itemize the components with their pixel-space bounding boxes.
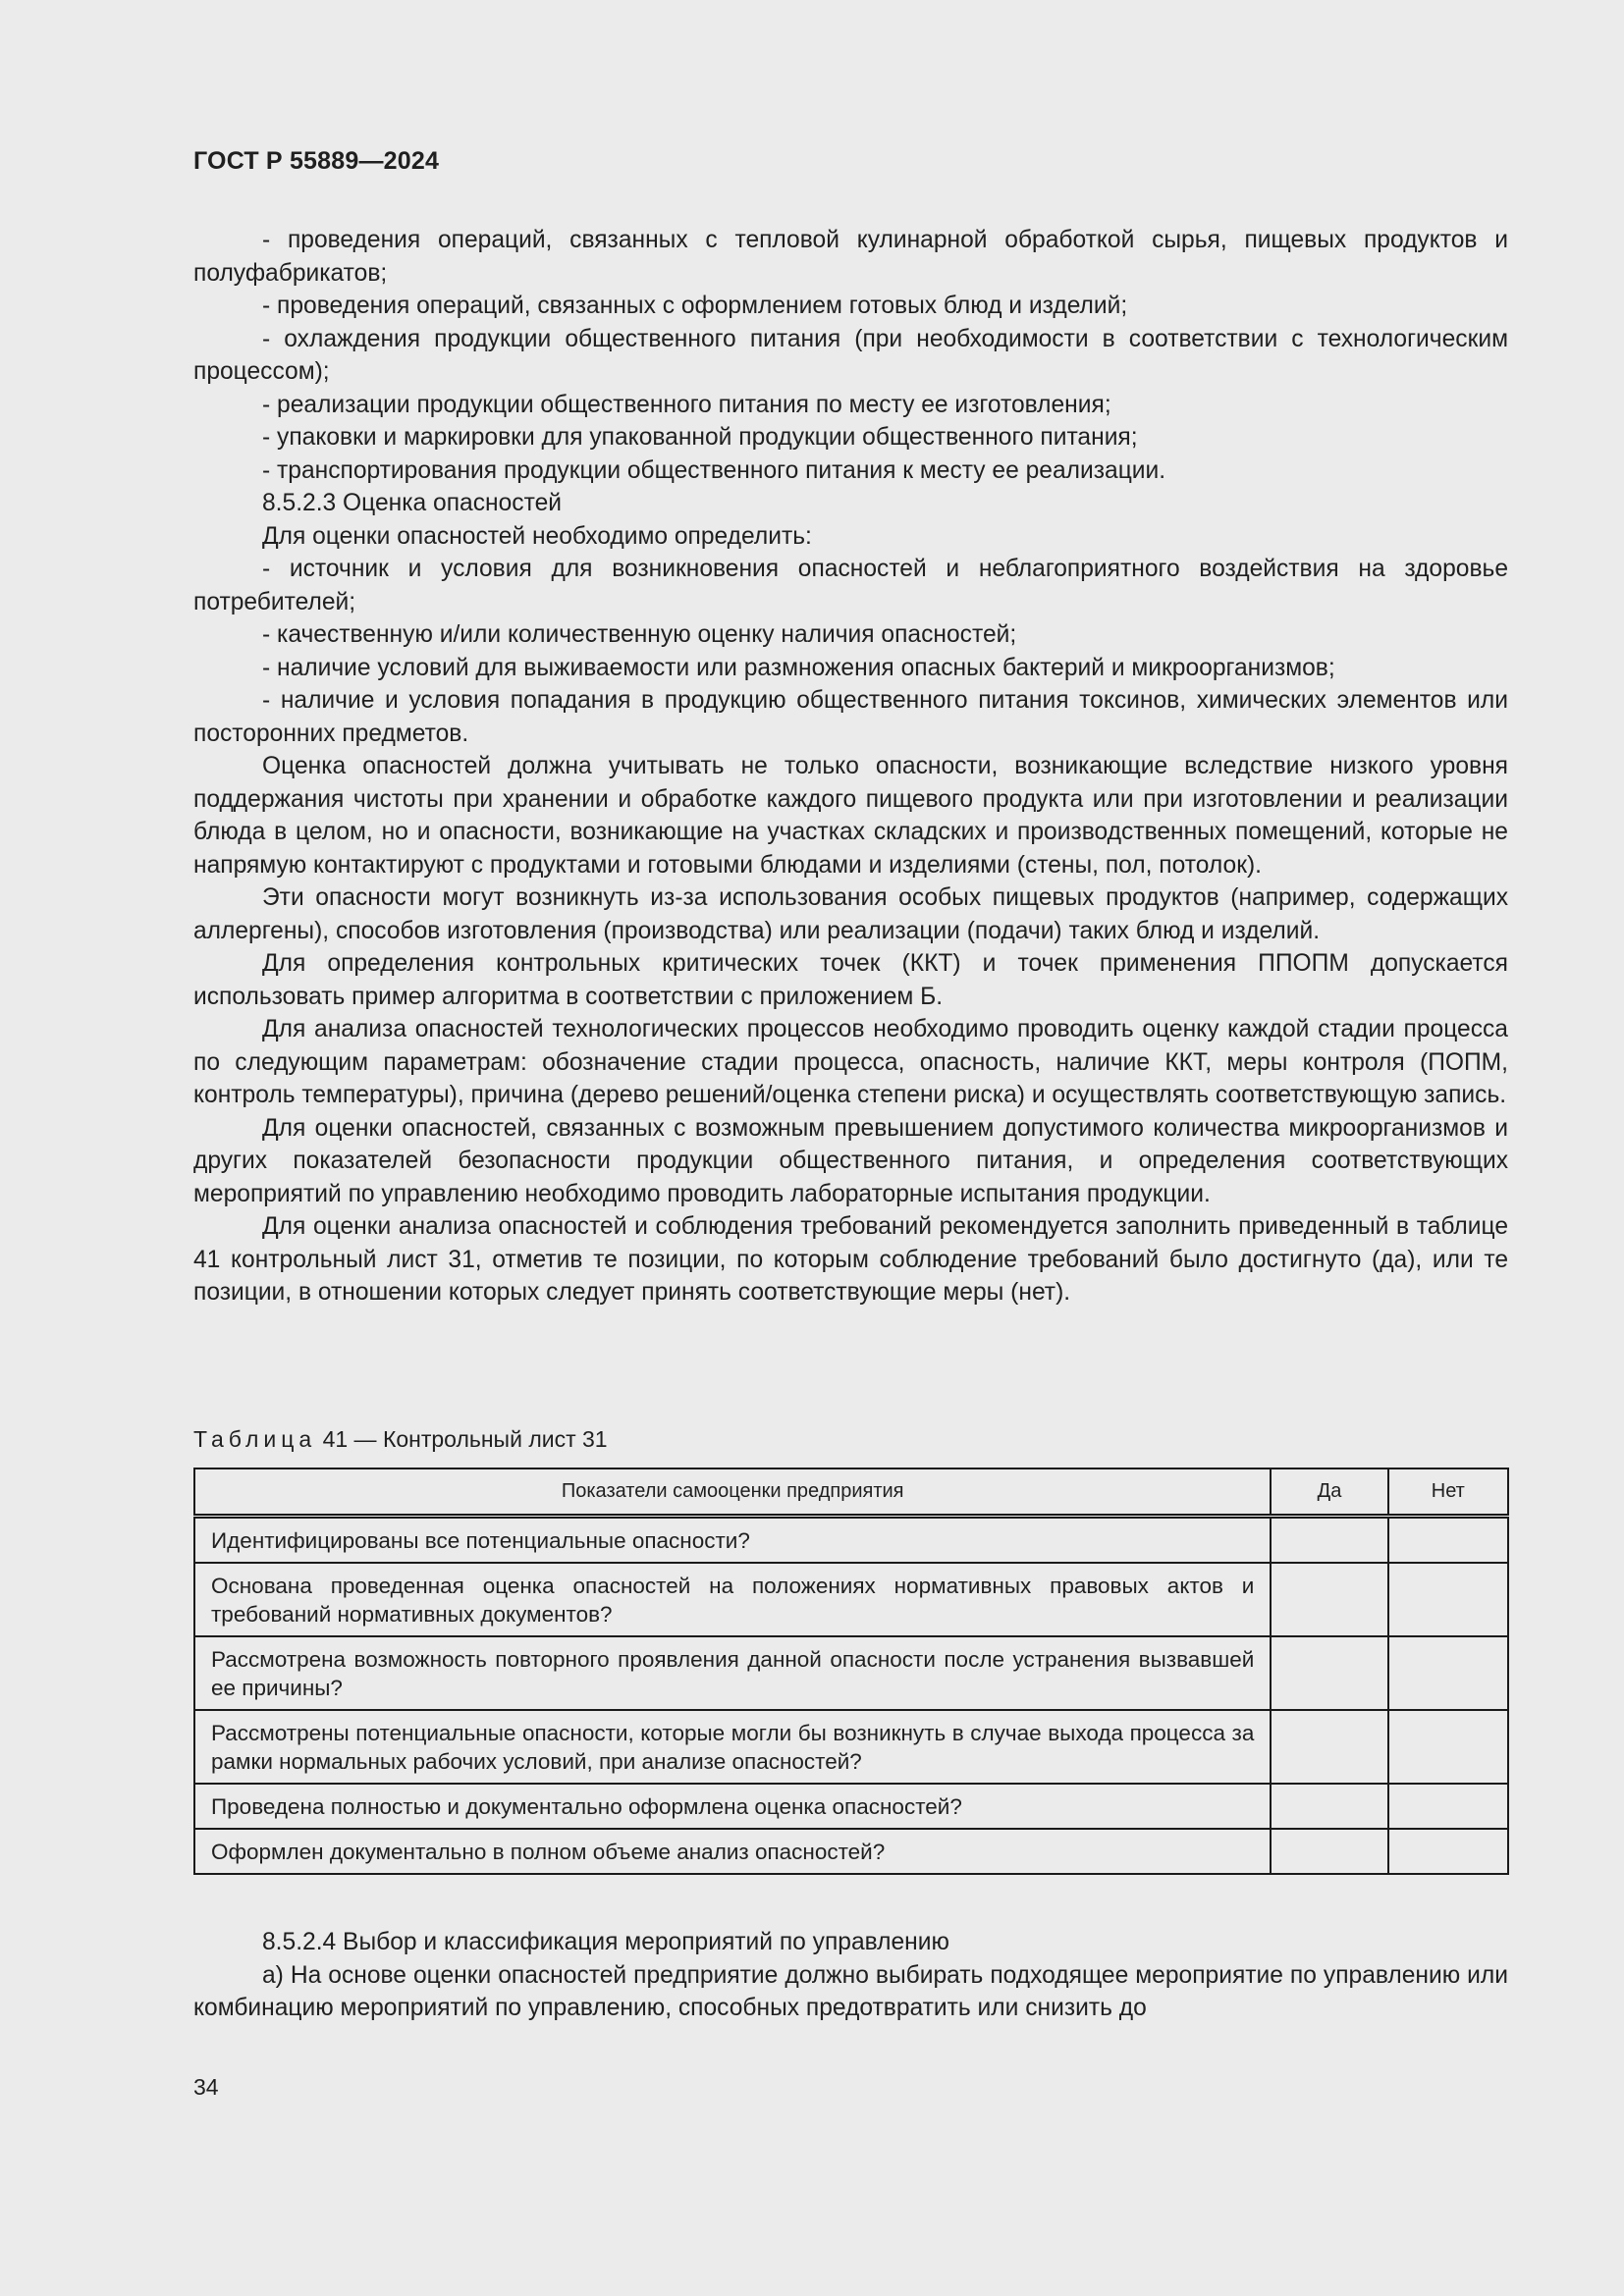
list-item: - проведения операций, связанных с оформлением готовых блюд и изделий;: [262, 293, 1128, 319]
list-item: - качественную и/или количественную оценку наличия опасностей;: [262, 621, 1017, 648]
table-row: [194, 1710, 1508, 1784]
list-item: - реализации продукции общественного питания по месту ее изготовления;: [262, 391, 1111, 418]
paragraph: Эти опасности могут возникнуть из-за использования особых пищевых продуктов (например, содержащих аллергены), способов изготовления (производства) или реализации (подачи) таких блюд и изделий.: [193, 884, 1508, 944]
question-cell: Проведена полностью и документально оформлена оценка опасностей?: [194, 1784, 1271, 1829]
no-cell[interactable]: [1388, 1563, 1508, 1636]
header-no: Нет: [1388, 1468, 1508, 1517]
list-item: - проведения операций, связанных с тепловой кулинарной обработкой сырья, пищевых продуктов и полуфабрикатов;: [193, 227, 1508, 287]
no-cell[interactable]: [1388, 1829, 1508, 1874]
paragraph: Для оценки опасностей, связанных с возможным превышением допустимого количества микроорганизмов и других показателей безопасности продукции общественного питания, и определения соответствующих мероприятий по управлению необходимо проводить лабораторные испытания продукции.: [193, 1114, 1508, 1207]
paragraph: Оценка опасностей должна учитывать не только опасности, возникающие вследствие низкого уровня поддержания чистоты при хранении и обработке каждого пищевого продукта или при изготовлении и реализации блюда в целом, но и опасности, возникающие на участках складских и производственных помещений, которые не напрямую контактируют с продуктами и готовыми блюдами и изделиями (стены, пол, потолок).: [193, 753, 1508, 879]
list-item: - наличие и условия попадания в продукцию общественного питания токсинов, химических элементов или посторонних предметов.: [193, 687, 1508, 747]
table-row: [194, 1784, 1508, 1829]
table-row: [194, 1517, 1508, 1564]
no-cell[interactable]: [1388, 1784, 1508, 1829]
checklist-table: [193, 1468, 1509, 1875]
header-yes: Да: [1271, 1468, 1387, 1517]
header-indicators: Показатели самооценки предприятия: [194, 1468, 1271, 1517]
after-table-text: [193, 1926, 1508, 2025]
question-cell: Основана проведенная оценка опасностей на положениях нормативных правовых актов и требований нормативных документов?: [194, 1563, 1271, 1636]
yes-cell[interactable]: [1271, 1517, 1387, 1564]
list-item: - источник и условия для возникновения опасностей и неблагоприятного воздействия на здоровье потребителей;: [193, 556, 1508, 615]
question-cell: Рассмотрены потенциальные опасности, которые могли бы возникнуть в случае выхода процесса за рамки нормальных рабочих условий, при анализе опасностей?: [194, 1710, 1271, 1784]
question-cell: Рассмотрена возможность повторного проявления данной опасности после устранения вызвавшей ее причины?: [194, 1636, 1271, 1710]
section-heading: 8.5.2.3 Оценка опасностей: [262, 490, 562, 516]
table-caption: [193, 1426, 608, 1453]
yes-cell[interactable]: [1271, 1829, 1387, 1874]
list-item: - упаковки и маркировки для упакованной продукции общественного питания;: [262, 424, 1138, 451]
paragraph: Для анализа опасностей технологических процессов необходимо проводить оценку каждой стадии процесса по следующим параметрам: обозначение стадии процесса, опасность, наличие ККТ, меры контроля (ПОПМ, контроль температуры), причина (дерево решений/оценка степени риска) и осуществлять соответствующую запись.: [193, 1016, 1508, 1108]
table-row: [194, 1636, 1508, 1710]
paragraph: Для определения контрольных критических точек (ККТ) и точек применения ППОПМ допускается использовать пример алгоритма в соответствии с приложением Б.: [193, 950, 1508, 1010]
list-item: - наличие условий для выживаемости или размножения опасных бактерий и микроорганизмов;: [262, 654, 1335, 681]
question-cell: Идентифицированы все потенциальные опасности?: [194, 1517, 1271, 1564]
no-cell[interactable]: [1388, 1710, 1508, 1784]
yes-cell[interactable]: [1271, 1563, 1387, 1636]
paragraph: а) На основе оценки опасностей предприятие должно выбирать подходящее мероприятие по управлению или комбинацию мероприятий по управлению, способных предотвратить или снизить до: [193, 1961, 1508, 2021]
table-caption-text: 41 — Контрольный лист 31: [322, 1426, 608, 1452]
list-item: - транспортирования продукции общественного питания к месту ее реализации.: [262, 456, 1166, 484]
list-item: - охлаждения продукции общественного питания (при необходимости в соответствии с технологическим процессом);: [193, 325, 1508, 385]
table-row: [194, 1563, 1508, 1636]
body-text: [193, 224, 1508, 1309]
yes-cell[interactable]: [1271, 1784, 1387, 1829]
document-header: ГОСТ Р 55889—2024: [193, 147, 440, 175]
question-cell: Оформлен документально в полном объеме анализ опасностей?: [194, 1829, 1271, 1874]
table-header-row: [194, 1468, 1508, 1517]
yes-cell[interactable]: [1271, 1636, 1387, 1710]
no-cell[interactable]: [1388, 1517, 1508, 1564]
table-row: [194, 1829, 1508, 1874]
paragraph: Для оценки анализа опасностей и соблюдения требований рекомендуется заполнить приведенный в таблице 41 контрольный лист 31, отметив те позиции, по которым соблюдение требований было достигнуто (да), или те позиции, в отношении которых следует принять соответствующие меры (нет).: [193, 1213, 1508, 1306]
no-cell[interactable]: [1388, 1636, 1508, 1710]
section-heading: 8.5.2.4 Выбор и классификация мероприятий по управлению: [262, 1929, 949, 1955]
yes-cell[interactable]: [1271, 1710, 1387, 1784]
paragraph: Для оценки опасностей необходимо определить:: [262, 522, 812, 550]
page-number: 34: [193, 2074, 219, 2100]
table-caption-word: Таблица: [193, 1426, 317, 1452]
